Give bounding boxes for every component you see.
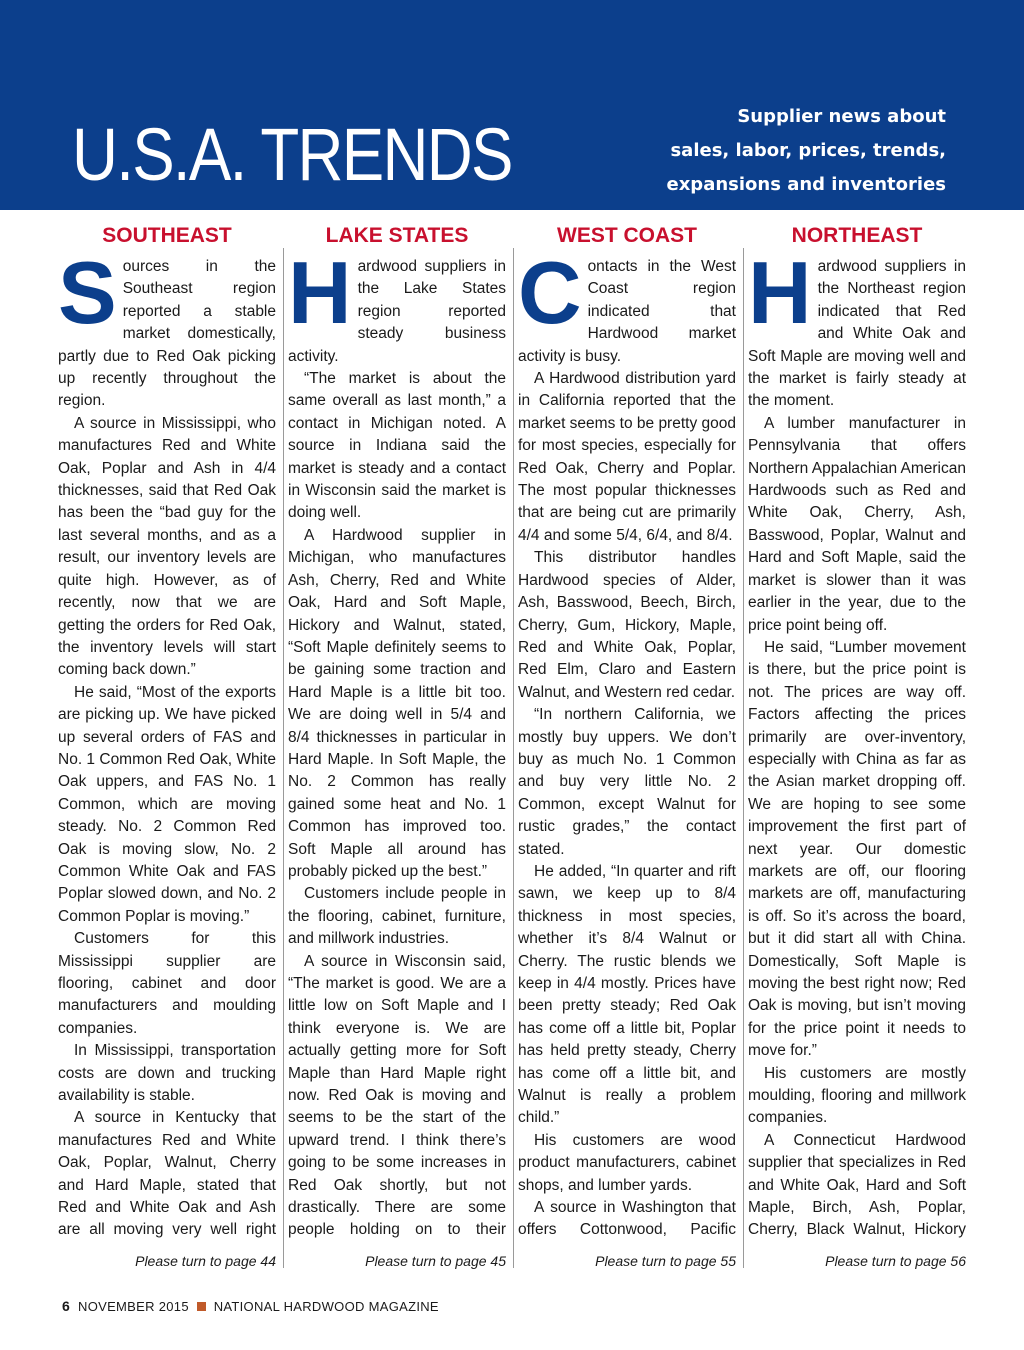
- square-bullet-icon: [197, 1302, 206, 1311]
- paragraph: [58, 256, 276, 413]
- magazine-name: NATIONAL HARDWOOD MAGAZINE: [213, 1299, 439, 1314]
- continuation-link[interactable]: Please turn to page 45: [365, 1253, 506, 1269]
- region-heading: SOUTHEAST: [102, 224, 232, 247]
- column-body: [58, 256, 276, 1241]
- paragraph: He said, “Most of the exports are picking up. We have picked up several orders of FAS and No. 1 Common Red Oak, White Oak uppers, and FAS No. 1 Common, which are moving steady. No. 2 Common Red Oak is moving slow, No. 2 Common White Oak and FAS Poplar slowed down, and No. 2 Common Poplar is moving.”: [58, 683, 276, 925]
- region-heading: NORTHEAST: [791, 224, 923, 247]
- subtitle-line: sales, labor, prices, trends,: [670, 140, 946, 161]
- paragraph-text: ardwood suppliers in the Northeast region indicated that Red and White Oak and Soft Maple are moving well and the market is fairly steady at the moment.: [748, 258, 966, 410]
- column-body: [748, 256, 966, 1241]
- column-divider: [513, 248, 514, 1268]
- paragraph-text: ontacts in the West Coast region indicated that Hardwood market activity is busy.: [518, 258, 736, 365]
- column-divider: [743, 248, 744, 1268]
- paragraph: He added, “In quarter and rift sawn, we keep up to 8/4 thickness in most species, whether it’s 8/4 Walnut or Cherry. The rustic blends we keep in 4/4 mostly. Prices have been pretty steady; Red Oak has come off a little bit, Poplar has held pretty steady, Cherry has come off a little bit, and Walnut is really a problem child.”: [518, 862, 736, 1127]
- paragraph: This distributor handles Hardwood species of Alder, Ash, Basswood, Beech, Birch, Cherry, Gum, Hickory, Maple, Red and White Oak, Poplar, Red Elm, Claro and Eastern Walnut, and Western red cedar.: [518, 549, 736, 701]
- paragraph: Customers include people in the flooring, cabinet, furniture, and millwork industries.: [288, 885, 506, 948]
- column-northeast: [748, 222, 966, 1282]
- column-body: [518, 256, 736, 1241]
- column-body: [288, 256, 506, 1241]
- paragraph: A source in Kentucky that manufactures Red and White Oak, Poplar, Walnut, Cherry and Hard Maple, stated that Red and White Oak and Ash are all moving very well right: [58, 1109, 276, 1239]
- paragraph: His customers are mostly moulding, flooring and millwork companies.: [748, 1064, 966, 1127]
- page-number: 6: [62, 1298, 71, 1314]
- column-southeast: [58, 222, 276, 1282]
- subtitle-line: expansions and inventories: [666, 174, 946, 195]
- paragraph: In Mississippi, transportation costs are down and trucking availability is stable.: [58, 1042, 276, 1105]
- paragraph: Customers for this Mississippi supplier are flooring, cabinet and door manufacturers and moulding companies.: [58, 930, 276, 1037]
- paragraph-text: ources in the Southeast region reported a stable market domestically, partly due to Red Oak picking up recently throughout the region.: [58, 258, 276, 410]
- paragraph-text: ardwood suppliers in the Lake States region reported steady business activity.: [288, 258, 506, 365]
- drop-cap: H: [288, 256, 352, 342]
- paragraph: [748, 256, 966, 413]
- section-title: U.S.A. TRENDS: [72, 113, 512, 196]
- paragraph: A source in Wisconsin said, “The market is good. We are a little low on Soft Maple and I think everyone is. We are actually getting more for Soft Maple than Hard Maple right now. Red Oak is moving and seems to be the start of the upward trend. I think there’s going to be some increases in Red Oak shortly, but not drastically. There are some people holding on to their: [288, 952, 506, 1239]
- paragraph: “The market is about the same overall as last month,” a contact in Michigan noted. A source in Indiana said the market is steady and a contact in Wisconsin said the market is doing well.: [288, 370, 506, 522]
- drop-cap: H: [748, 256, 812, 342]
- subtitle-line: Supplier news about: [737, 106, 946, 127]
- paragraph: [518, 256, 736, 368]
- continuation-link[interactable]: Please turn to page 55: [595, 1253, 736, 1269]
- paragraph: His customers are wood product manufacturers, cabinet shops, and lumber yards.: [518, 1131, 736, 1194]
- paragraph: A source in Washington that offers Cottonwood, Pacific: [518, 1199, 736, 1239]
- column-west-coast: [518, 222, 736, 1282]
- column-divider: [283, 248, 284, 1268]
- page-footer: [62, 1298, 439, 1314]
- region-heading: LAKE STATES: [325, 224, 469, 247]
- article-columns: [58, 222, 978, 1282]
- drop-cap: C: [518, 256, 582, 342]
- drop-cap: S: [58, 256, 117, 342]
- paragraph: A lumber manufacturer in Pennsylvania that offers Northern Appalachian American Hardwoods such as Red and White Oak, Cherry, Ash, Basswood, Poplar, Walnut and Hard and Soft Maple, said the market is slower than it was earlier in the year, due to the price point being off.: [748, 414, 966, 634]
- paragraph: He said, “Lumber movement is there, but the price point is not. The prices are way off. Factors affecting the prices primarily are over-inventory, especially with China as far as the Asian market dropping off. We are hoping to see some improvement the first part of next year. Our domestic markets are off, our flooring markets are off, manufacturing is off. So it’s across the board, but it did start all with China. Domestically, Soft Maple is moving the best right now; Red Oak is moving, but isn’t moving for the price point it needs to move for.”: [748, 638, 966, 1060]
- paragraph: [288, 256, 506, 368]
- column-lake-states: [288, 222, 506, 1282]
- paragraph: A Hardwood supplier in Michigan, who manufactures Ash, Cherry, Red and White Oak, Hard and Soft Maple, Hickory and Walnut, stated, “Soft Maple definitely seems to be gaining some traction and Hard Maple is a little bit too. We are doing well in 5/4 and 8/4 thicknesses in particular in Hard Maple. In Soft Maple, the No. 2 Common has really gained some heat and No. 1 Common has improved too. Soft Maple all around has probably picked up the best.”: [288, 526, 506, 880]
- continuation-link[interactable]: Please turn to page 44: [135, 1253, 276, 1269]
- section-subtitle: [666, 100, 946, 202]
- masthead-banner: [0, 0, 1024, 210]
- continuation-link[interactable]: Please turn to page 56: [825, 1253, 966, 1269]
- region-heading: WEST COAST: [557, 224, 697, 247]
- paragraph: A Hardwood distribution yard in California reported that the market seems to be pretty good for most species, especially for Red Oak, Cherry and Poplar. The most popular thicknesses that are being cut are primarily 4/4 and some 5/4, 6/4, and 8/4.: [518, 370, 736, 544]
- issue-date: NOVEMBER 2015: [78, 1299, 189, 1314]
- paragraph: “In northern California, we mostly buy uppers. We don’t buy as much No. 1 Common and buy very little No. 2 Common, except Walnut for rustic grades,” the contact stated.: [518, 706, 736, 858]
- paragraph: A source in Mississippi, who manufactures Red and White Oak, Poplar and Ash in 4/4 thicknesses, said that Red Oak has been the “bad guy for the last several months, and as a result, our inventory levels are quite high. However, as of recently, now that we are getting the orders for Red Oak, the inventory levels will start coming back down.”: [58, 414, 276, 679]
- paragraph: A Connecticut Hardwood supplier that specializes in Red and White Oak, Hard and Soft Maple, Birch, Ash, Poplar, Cherry, Black Walnut, Hickory: [748, 1131, 966, 1239]
